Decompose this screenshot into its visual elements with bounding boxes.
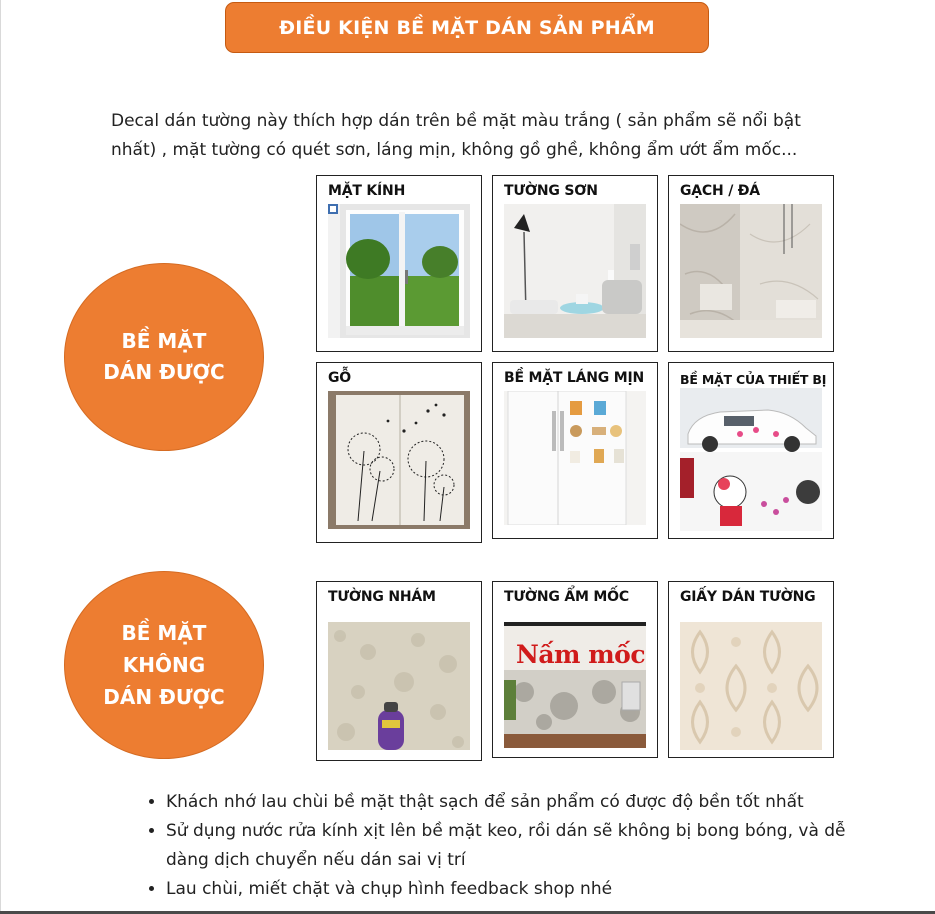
surface-label: MẶT KÍNH (328, 183, 406, 199)
note-item: • Lau chùi, miết chặt và chụp hình feedback shop nhé (166, 875, 886, 904)
wooden-wardrobe-with-decal-image (328, 391, 470, 529)
suitable-surfaces-badge: BỀ MẶT DÁN ĐƯỢC (64, 263, 264, 451)
surface-label: GỖ (328, 370, 351, 386)
notes-list (138, 788, 886, 904)
note-item: • Sử dụng nước rửa kính xịt lên bề mặt keo, rồi dán sẽ không bị bong bóng, và dễ dàng dịch chuyển nếu dán sai vị trí (166, 817, 886, 875)
surface-card-painted-wall (492, 175, 658, 352)
surface-label: TƯỜNG SƠN (504, 183, 598, 199)
surface-label: GẠCH / ĐÁ (680, 183, 760, 199)
car-with-hello-kitty-decals-image (680, 388, 822, 531)
surface-label: BỀ MẶT CỦA THIẾT BỊ (680, 372, 827, 387)
surface-card-tile-stone (668, 175, 834, 352)
painted-wall-room-image (504, 204, 646, 338)
surface-label: BỀ MẶT LÁNG MỊN (504, 370, 644, 386)
surface-card-moldy-wall (492, 581, 658, 758)
fridge-with-stickers-image (504, 391, 646, 525)
mold-overlay-text: Nấm mốc (516, 640, 646, 669)
moldy-wall-image (504, 622, 646, 748)
unsuitable-surfaces-badge: BỀ MẶT KHÔNG DÁN ĐƯỢC (64, 571, 264, 759)
page-edge-left (0, 0, 1, 914)
surface-card-wood (316, 362, 482, 543)
surface-card-smooth (492, 362, 658, 539)
window-glass-image (328, 204, 470, 338)
note-item: • Khách nhớ lau chùi bề mặt thật sạch để sản phẩm có được độ bền tốt nhất (166, 788, 886, 817)
surface-label: GIẤY DÁN TƯỜNG (680, 589, 816, 605)
rough-textured-wall-image (328, 622, 470, 750)
surface-card-wallpaper (668, 581, 834, 758)
damask-wallpaper-image (680, 622, 822, 750)
page-title: ĐIỀU KIỆN BỀ MẶT DÁN SẢN PHẨM (225, 2, 709, 53)
surface-card-device (668, 362, 834, 539)
surface-label: TƯỜNG NHÁM (328, 589, 436, 605)
surface-card-glass (316, 175, 482, 352)
marble-tile-interior-image (680, 204, 822, 338)
surface-label: TƯỜNG ẨM MỐC (504, 589, 629, 605)
surface-card-rough-wall (316, 581, 482, 761)
intro-paragraph: Decal dán tường này thích hợp dán trên bề mặt màu trắng ( sản phẩm sẽ nổi bật nhất) , mặt tường có quét sơn, láng mịn, không gồ ghề, không ẩm ướt ẩm mốc... (111, 111, 801, 160)
